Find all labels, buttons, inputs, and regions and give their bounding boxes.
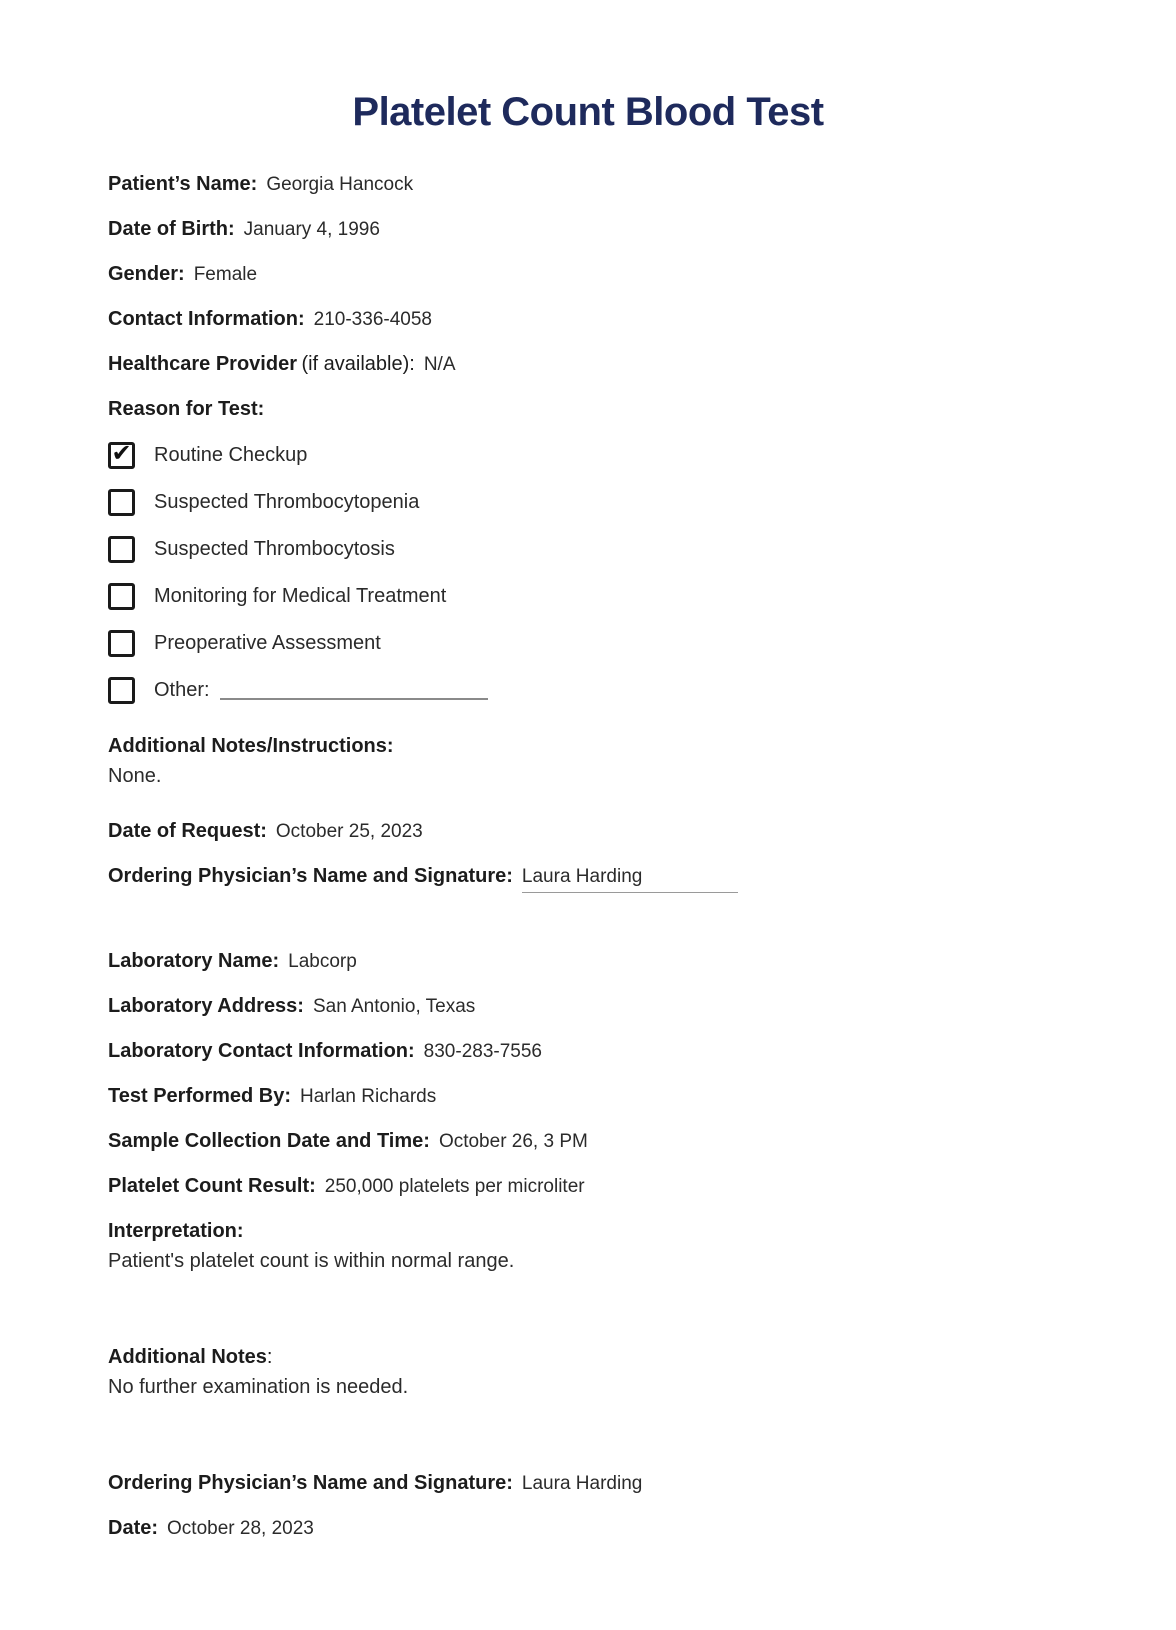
field-date-of-birth: [108, 216, 1068, 244]
contact-label: Contact Information:: [108, 308, 305, 330]
dob-value: January 4, 1996: [243, 219, 380, 240]
checkbox-suspected-thrombocytosis[interactable]: [108, 536, 135, 563]
additional-notes-colon: :: [266, 1346, 273, 1368]
field-healthcare-provider: [108, 351, 1068, 379]
date-of-request-label: Date of Request:: [108, 820, 267, 842]
checkbox-label: Suspected Thrombocytosis: [154, 537, 395, 560]
reason-option-other: [108, 676, 1068, 704]
field-patient-name: [108, 171, 1068, 199]
field-ordering-physician-signature: [108, 863, 1068, 893]
field-contact-information: [108, 306, 1068, 334]
ordering-physician-label: Ordering Physician’s Name and Signature:: [108, 865, 513, 887]
field-date-of-request: [108, 818, 1068, 846]
checkbox-label: Other:: [154, 678, 210, 701]
interpretation-heading: [108, 1218, 1068, 1246]
date-of-request-value: October 25, 2023: [275, 821, 423, 842]
laboratory-contact-value: 830-283-7556: [423, 1041, 542, 1062]
platelet-count-result-value: 250,000 platelets per microliter: [324, 1176, 585, 1197]
provider-label: Healthcare Provider: [108, 353, 297, 375]
reason-option-monitoring-treatment: [108, 582, 1068, 610]
checkbox-suspected-thrombocytopenia[interactable]: [108, 489, 135, 516]
footer-physician-value: Laura Harding: [521, 1473, 643, 1494]
footer-date-label: Date:: [108, 1517, 159, 1539]
interpretation-value: Patient's platelet count is within normal range.: [108, 1250, 515, 1272]
test-performed-by-value: Harlan Richards: [300, 1086, 437, 1107]
sample-collection-value: October 26, 3 PM: [438, 1131, 588, 1152]
field-laboratory-contact: [108, 1038, 1068, 1066]
reason-option-routine-checkup: [108, 441, 1068, 469]
field-laboratory-address: [108, 993, 1068, 1021]
reason-option-suspected-thrombocytosis: [108, 535, 1068, 563]
field-test-performed-by: [108, 1083, 1068, 1111]
checkbox-label: Suspected Thrombocytopenia: [154, 490, 420, 513]
provider-label-suffix: (if available):: [301, 353, 415, 375]
field-gender: [108, 261, 1068, 289]
footer-date: [108, 1515, 1068, 1543]
laboratory-contact-label: Laboratory Contact Information:: [108, 1040, 415, 1062]
test-performed-by-label: Test Performed By:: [108, 1085, 292, 1107]
contact-value: 210-336-4058: [313, 309, 432, 330]
field-laboratory-name: [108, 948, 1068, 976]
gender-value: Female: [193, 264, 258, 285]
footer-physician-label: Ordering Physician’s Name and Signature:: [108, 1472, 513, 1494]
sample-collection-label: Sample Collection Date and Time:: [108, 1130, 430, 1152]
additional-notes-heading: [108, 1344, 1068, 1372]
dob-label: Date of Birth:: [108, 218, 235, 240]
field-sample-collection: [108, 1128, 1068, 1156]
laboratory-name-value: Labcorp: [288, 951, 357, 972]
laboratory-address-value: San Antonio, Texas: [312, 996, 476, 1017]
checkbox-other[interactable]: [108, 677, 135, 704]
reason-for-test-heading: [108, 396, 1068, 424]
other-blank-line[interactable]: [220, 680, 488, 700]
checkmark-icon: ✔: [111, 440, 132, 467]
additional-notes-instructions-heading: [108, 733, 1068, 761]
footer-date-value: October 28, 2023: [167, 1518, 314, 1539]
additional-notes-label: Additional Notes: [108, 1346, 267, 1368]
laboratory-address-label: Laboratory Address:: [108, 995, 304, 1017]
notes-label: Additional Notes/Instructions:: [108, 735, 394, 757]
checkbox-monitoring-treatment[interactable]: [108, 583, 135, 610]
checkbox-label: Routine Checkup: [154, 443, 308, 466]
laboratory-name-label: Laboratory Name:: [108, 950, 280, 972]
notes-value: None.: [108, 765, 162, 787]
checkbox-label: Monitoring for Medical Treatment: [154, 584, 447, 607]
ordering-physician-signature[interactable]: Laura Harding: [522, 864, 738, 893]
page-title: Platelet Count Blood Test: [352, 90, 824, 134]
reason-option-preoperative-assessment: [108, 629, 1068, 657]
additional-notes-value: No further examination is needed.: [108, 1376, 409, 1398]
platelet-count-result-label: Platelet Count Result:: [108, 1175, 316, 1197]
patient-name-label: Patient’s Name:: [108, 173, 258, 195]
footer-ordering-physician: [108, 1470, 1068, 1498]
reason-option-suspected-thrombocytopenia: [108, 488, 1068, 516]
checkbox-routine-checkup[interactable]: [108, 442, 135, 469]
interpretation-label: Interpretation:: [108, 1220, 244, 1242]
patient-name-value: Georgia Hancock: [266, 174, 414, 195]
provider-value: N/A: [423, 354, 456, 375]
reason-label: Reason for Test:: [108, 398, 265, 420]
gender-label: Gender:: [108, 263, 185, 285]
checkbox-label: Preoperative Assessment: [154, 631, 381, 654]
field-platelet-count-result: [108, 1173, 1068, 1201]
checkbox-preoperative-assessment[interactable]: [108, 630, 135, 657]
